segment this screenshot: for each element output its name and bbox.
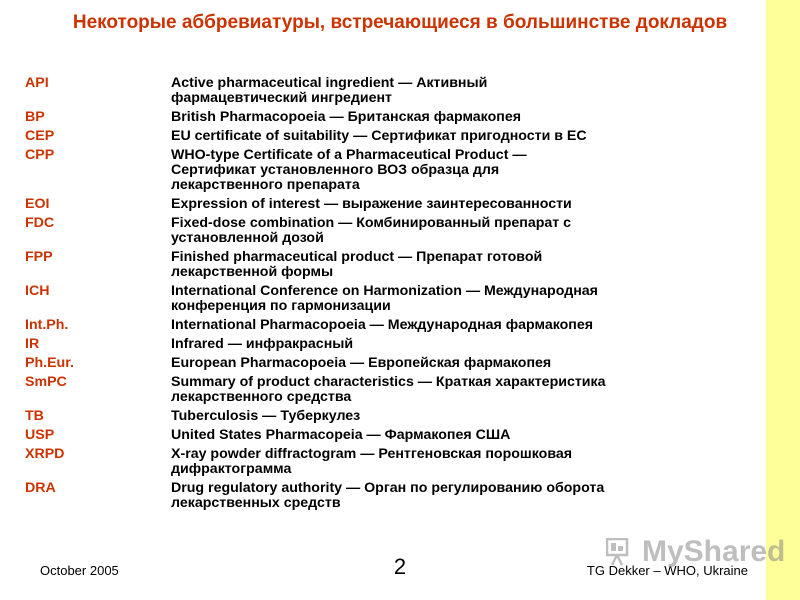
abbreviation-definition: Finished pharmaceutical product — Препарат готовой лекарственной формы	[171, 249, 543, 280]
abbreviation-row	[25, 148, 745, 193]
abbreviation-definition: Tuberculosis — Туберкулез	[171, 408, 361, 424]
abbreviation-row	[25, 337, 745, 352]
abbreviation-term: USP	[25, 427, 55, 443]
presentation-board-icon	[606, 538, 636, 566]
abbreviation-term: BP	[25, 109, 45, 125]
abbreviation-row	[25, 216, 745, 246]
footer-date: October 2005	[40, 563, 119, 578]
abbreviation-row	[25, 76, 745, 106]
abbreviation-term: TB	[25, 408, 44, 424]
abbreviation-row	[25, 250, 745, 280]
abbreviation-term: SmPC	[25, 374, 67, 390]
abbreviation-definition: International Conference on Harmonization — Международная конференция по гармонизации	[171, 283, 598, 314]
abbreviation-definition: Expression of interest — выражение заинтересованности	[171, 196, 572, 212]
watermark-text: MyShared	[642, 535, 786, 568]
abbreviation-term: FPP	[25, 249, 53, 265]
footer-author: TG Dekker – WHO, Ukraine	[586, 563, 748, 578]
abbreviation-definition: British Pharmacopoeia — Британская фармакопея	[171, 109, 521, 125]
abbreviation-term: XRPD	[25, 446, 65, 462]
watermark	[606, 535, 785, 569]
abbreviation-term: CPP	[25, 147, 55, 163]
abbreviation-row	[25, 110, 745, 125]
abbreviation-row	[25, 197, 745, 212]
abbreviation-row	[25, 447, 745, 477]
abbreviation-definition: United States Pharmacopeia — Фармакопея США	[171, 427, 511, 443]
abbreviation-list	[25, 76, 745, 515]
abbreviation-row	[25, 481, 745, 511]
page-number: 2	[393, 554, 407, 579]
abbreviation-term: API	[25, 75, 49, 91]
abbreviation-row	[25, 284, 745, 314]
abbreviation-definition: Active pharmaceutical ingredient — Активный фармацевтический ингредиент	[171, 75, 488, 106]
abbreviation-term: DRA	[25, 480, 56, 496]
abbreviation-row	[25, 318, 745, 333]
abbreviation-term: Ph.Eur.	[25, 355, 74, 371]
abbreviation-definition: X-ray powder diffractogram — Рентгеновская порошковая дифрактограмма	[171, 446, 573, 477]
abbreviation-row	[25, 375, 745, 405]
abbreviation-row	[25, 409, 745, 424]
abbreviation-term: FDC	[25, 215, 55, 231]
abbreviation-term: EOI	[25, 196, 50, 212]
abbreviation-definition: Infrared — инфракрасный	[171, 336, 354, 352]
slide-title: Некоторые аббревиатуры, встречающиеся в большинстве докладов	[72, 12, 728, 33]
abbreviation-definition: Fixed-dose combination — Комбинированный препарат с установленной дозой	[171, 215, 572, 246]
abbreviation-definition: WHO-type Certificate of a Pharmaceutical Product — Сертификат установленного ВОЗ образца для лекарственного препарата	[171, 147, 527, 193]
abbreviation-row	[25, 356, 745, 371]
abbreviation-definition: EU certificate of suitability — Сертификат пригодности в ЕС	[171, 128, 587, 144]
right-accent-band	[766, 0, 800, 600]
abbreviation-definition: International Pharmacopoeia — Международная фармакопея	[171, 317, 594, 333]
abbreviation-term: IR	[25, 336, 40, 352]
abbreviation-row	[25, 428, 745, 443]
abbreviation-term: ICH	[25, 283, 50, 299]
abbreviation-term: CEP	[25, 128, 55, 144]
abbreviation-term: Int.Ph.	[25, 317, 69, 333]
abbreviation-definition: Summary of product characteristics — Краткая характеристика лекарственного средства	[171, 374, 606, 405]
abbreviation-row	[25, 129, 745, 144]
abbreviation-definition: Drug regulatory authority — Орган по регулированию оборота лекарственных средств	[171, 480, 605, 511]
abbreviation-definition: European Pharmacopoeia — Европейская фармакопея	[171, 355, 552, 371]
